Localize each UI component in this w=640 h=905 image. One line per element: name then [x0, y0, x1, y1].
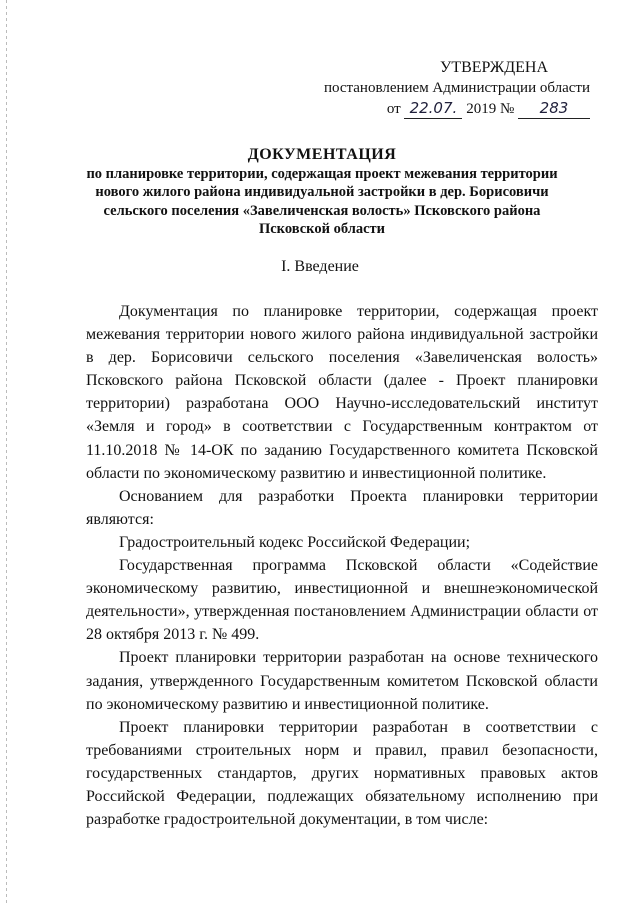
- approval-title: УТВЕРЖДЕНА: [439, 59, 548, 76]
- section-heading: I. Введение: [281, 258, 359, 275]
- paragraph: Проект планировки территории разработан в соответствии с требованиями строительных норм и правил, правил безопасности, государственных стандартов, других нормативных правовых актов Российской Федерации, подлежащих обязательному исполнению при разработке градостроительной документации, в том числе:: [86, 718, 598, 829]
- paragraph: Государственная программа Псковской области «Содействие экономическому развитию, инвестиционной и внешнеэкономической деятельности», утвержденная постановлением Администрации области от 28 октября 2013 г. № 499.: [86, 557, 598, 644]
- document-body: [86, 300, 598, 831]
- handwritten-number: 283: [518, 98, 590, 119]
- paragraph: Градостроительный кодекс Российской Федерации;: [119, 533, 471, 551]
- handwritten-date: 22.07.: [404, 98, 462, 119]
- approval-line: постановлением Администрации области: [323, 80, 590, 96]
- document-title: [82, 146, 562, 239]
- approval-prefix: от: [386, 101, 401, 117]
- approval-year: 2019 №: [466, 101, 515, 117]
- approval-stamp: [322, 58, 590, 119]
- paragraph: Проект планировки территории разработан на основе технического задания, утвержденного Государственным комитетом Псковской области по экономическому развитию и инвестиционной политике.: [86, 649, 598, 713]
- document-heading: ДОКУМЕНТАЦИЯ: [247, 146, 397, 163]
- scan-edge: [6, 0, 7, 905]
- document-subtitle: по планировке территории, содержащая проект межевания территории нового жилого района индивидуальной застройки в дер. Борисовичи сельского поселения «Завеличенская волость» Псковского района Псковской области: [86, 165, 558, 237]
- approval-date-line: [322, 98, 590, 119]
- paragraph: Основанием для разработки Проекта планировки территории являются:: [86, 487, 598, 528]
- paragraph: Документация по планировке территории, содержащая проект межевания территории нового жилого района индивидуальной застройки в дер. Борисовичи сельского поселения «Завеличенская волость» Псковского района Псковской области (далее - Проект планировки территории) разработана ООО Научно-исследовательский институт «Земля и город» в соответствии с Государственным контрактом от 11.10.2018 № 14-ОК по заданию Государственного комитета Псковской области по экономическому развитию и инвестиционной политике.: [86, 303, 598, 482]
